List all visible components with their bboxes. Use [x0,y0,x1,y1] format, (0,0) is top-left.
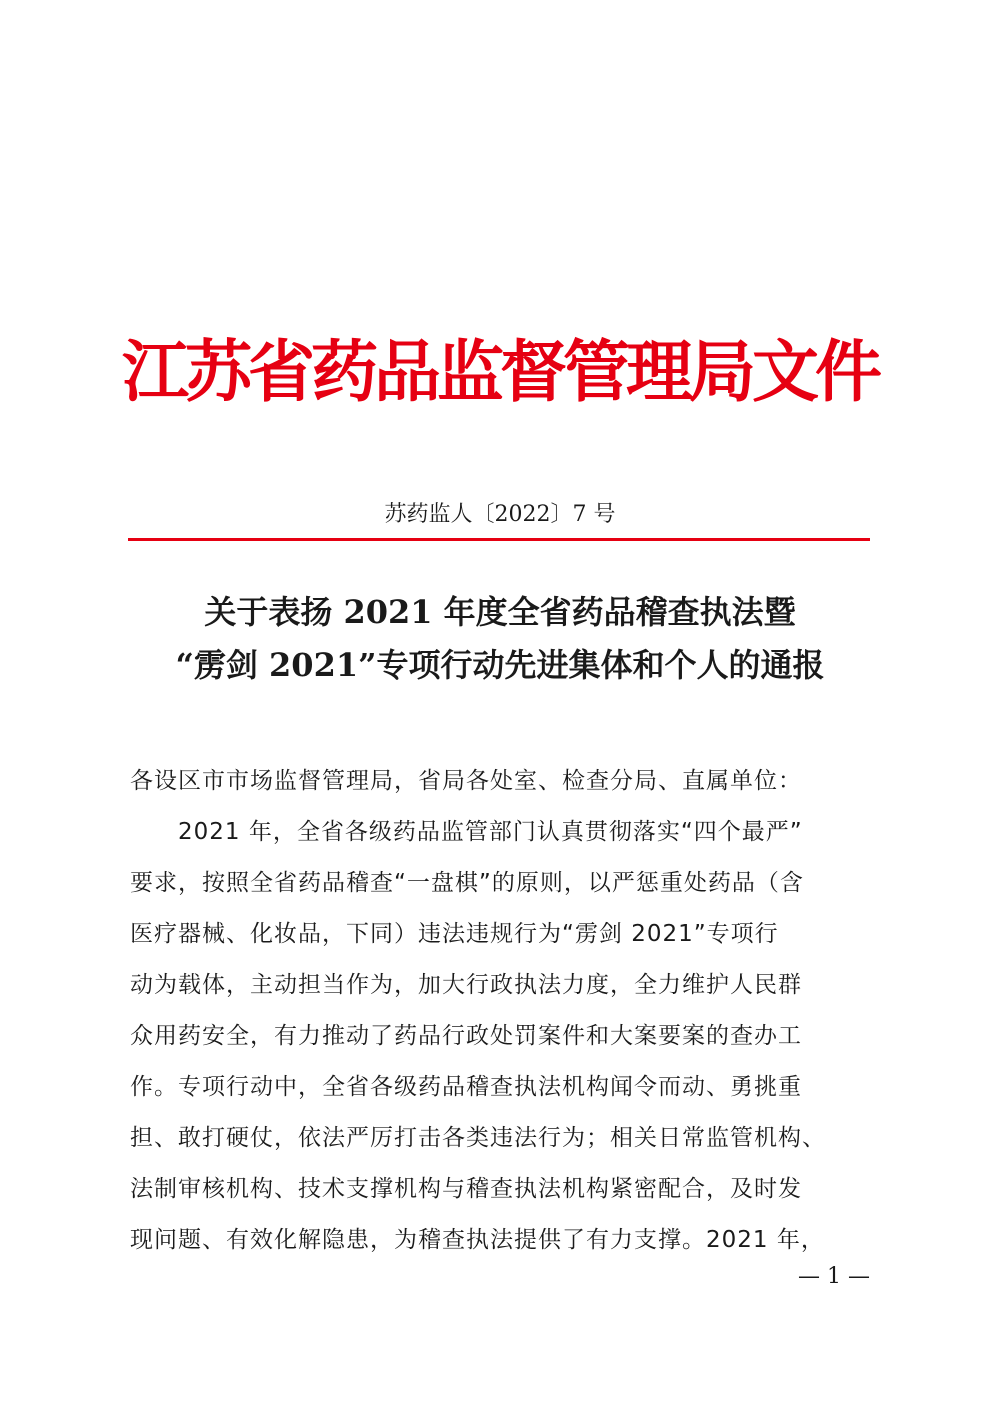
body-line: 2021 年，全省各级药品监管部门认真贯彻落实“四个最严” [178,819,803,845]
body-line: 众用药安全，有力推动了药品行政处罚案件和大案要案的查办工 [130,1023,802,1049]
body-line: 作。专项行动中，全省各级药品稽查执法机构闻令而动、勇挑重 [130,1074,802,1100]
notice-body [130,756,870,1266]
body-line: 要求，按照全省药品稽查“一盘棋”的原则，以严惩重处药品（含 [130,870,804,896]
notice-title-line-2: “雳剑 2021”专项行动先进集体和个人的通报 [175,646,825,684]
body-line: 法制审核机构、技术支撑机构与稽查执法机构紧密配合，及时发 [130,1176,802,1202]
notice-title-line-1: 关于表扬 2021 年度全省药品稽查执法暨 [204,593,796,631]
body-line: 担、敢打硬仗，依法严厉打击各类违法行为；相关日常监管机构、 [130,1125,826,1151]
notice-title [110,586,890,692]
agency-red-header: 江苏省药品监督管理局文件 [122,333,878,411]
document-number: 苏药监人〔2022〕7 号 [384,502,616,527]
body-line: 现问题、有效化解隐患，为稽查执法提供了有力支撑。2021 年， [130,1227,825,1253]
body-salutation: 各设区市市场监督管理局，省局各处室、检查分局、直属单位： [130,768,802,794]
red-divider-line [128,538,870,541]
body-line: 动为载体，主动担当作为，加大行政执法力度，全力维护人民群 [130,972,802,998]
body-line: 医疗器械、化妆品，下同）违法违规行为“雳剑 2021”专项行 [130,921,779,947]
page-number: — 1 — [798,1264,870,1289]
